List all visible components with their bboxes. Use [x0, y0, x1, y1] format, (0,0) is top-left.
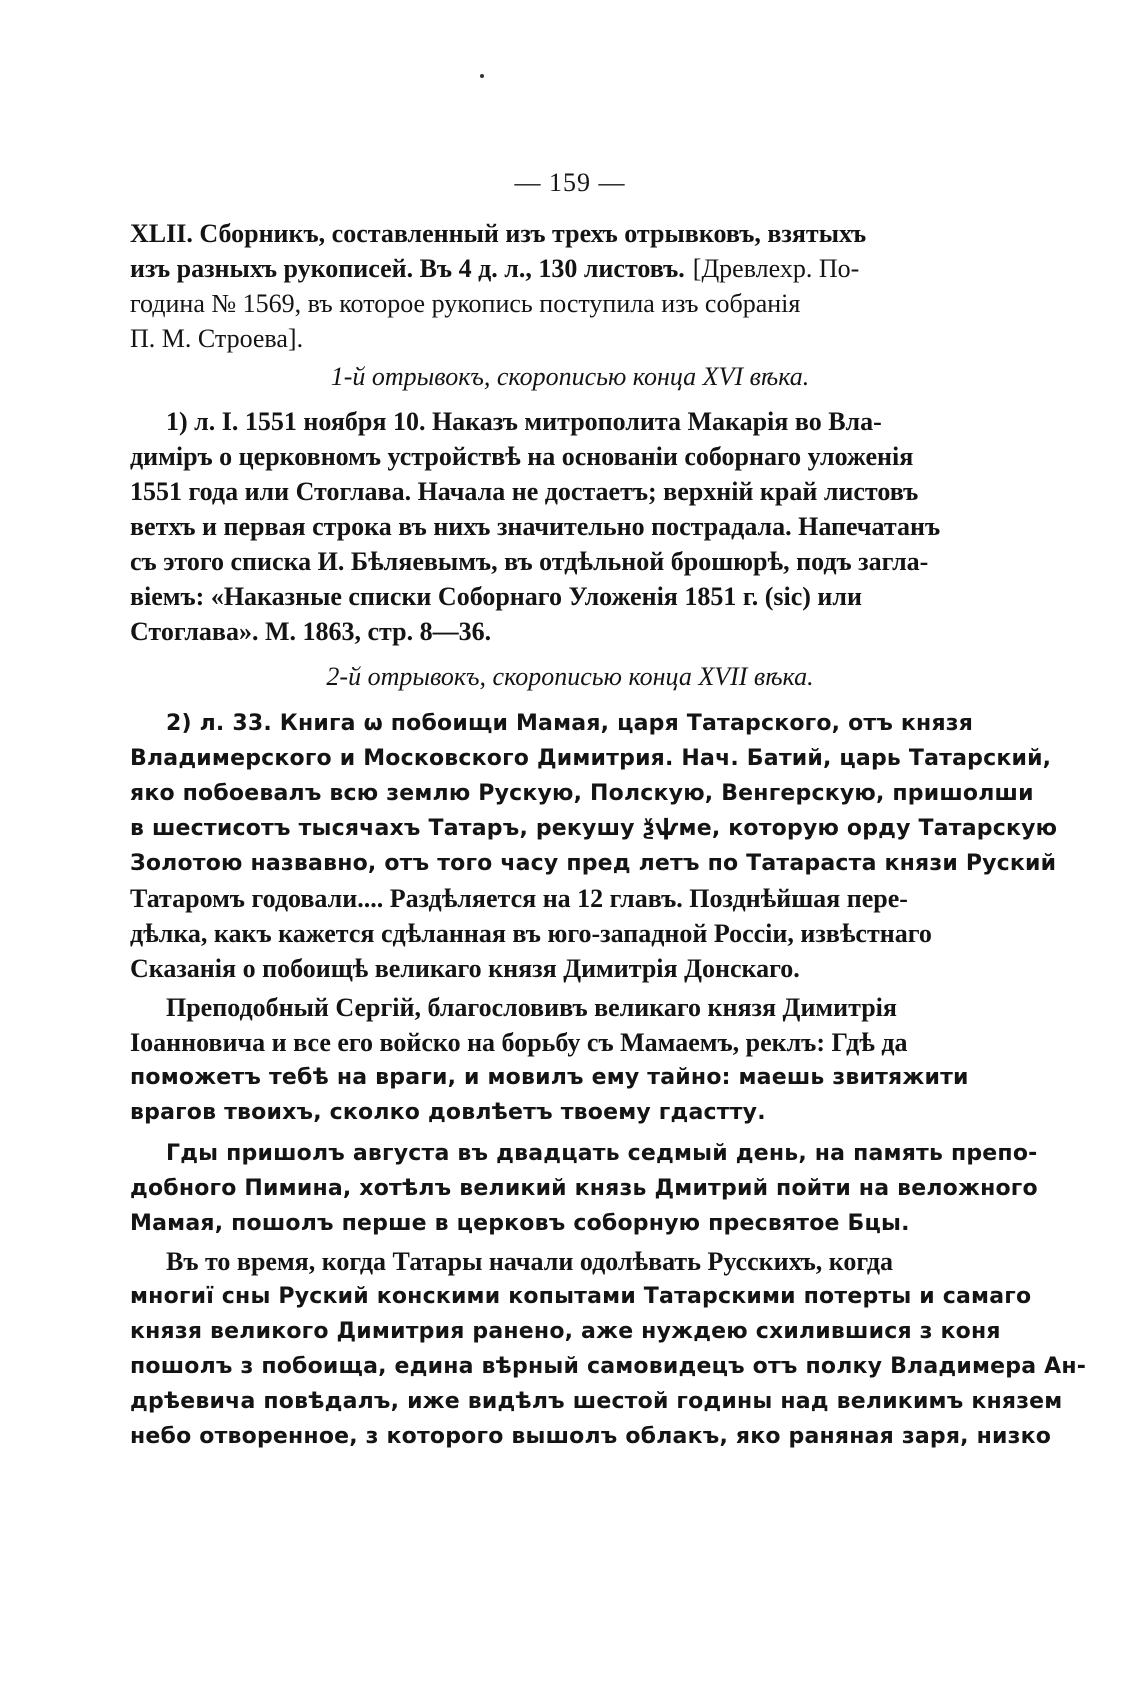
paragraph-line: Преподобный Сергій, благословивъ великаго князя Димитрія [166, 993, 897, 1022]
paragraph-sergius [130, 990, 969, 1130]
paragraph-line: многиї сны Руский конскими копытами Татарскими потерты и самаго [130, 1284, 1032, 1309]
item-line: в шестисотъ тысячахъ Татаръ, рекушу ѯѱме, которую орду Татарскую [130, 816, 1058, 841]
item-line: Владимерского и Московского Димитрия. Нач. Батий, царь Татарский, [130, 746, 1052, 771]
entry-xlii [130, 216, 930, 356]
item-line: Стоглава». М. 1863, стр. 8—36. [130, 617, 492, 646]
item-line: дѣлка, какъ кажется сдѣланная въ юго-западной Россіи, извѣстнаго [130, 919, 932, 948]
entry-line: година № 1569, въ которое рукопись поступила изъ собранія [130, 289, 801, 318]
paragraph-line: Въ то время, когда Татары начали одолѣвать Русскихъ, когда [166, 1247, 894, 1276]
paragraph-line: князя великого Димитрия ранено, аже нуждею схилившися з коня [130, 1319, 1001, 1344]
paragraph-line: небо отворенное, з которого вышолъ облакъ, яко раняная заря, низко [130, 1424, 1052, 1449]
paragraph-line: Мамая, пошолъ перше в церковъ соборную пресвятое Бцы. [130, 1211, 910, 1236]
section-heading-text: 1-й отрывокъ, скорописью конца XVI вѣка. [330, 362, 810, 391]
page-number: — 159 — [514, 168, 626, 197]
section-heading-1 [0, 362, 1140, 392]
entry-line: XLII. Сборникъ, составленный изъ трехъ отрывковъ, взятыхъ [130, 219, 867, 248]
paragraph-line: дрѣевича повѣдалъ, иже видѣлъ шестой годины над великимъ князем [130, 1389, 1063, 1414]
paragraph-line: поможетъ тебѣ на враги, и мовилъ ему тайно: маешь звитяжити [130, 1065, 969, 1090]
item-line: диміръ о церковномъ устройствѣ на основаніи соборнаго уложенія [130, 442, 914, 471]
item-line: 1551 года или Стоглава. Начала не достаетъ; верхній край листовъ [130, 477, 919, 506]
section-heading-2 [0, 662, 1140, 692]
item-line: ветхъ и первая строка въ нихъ значительно пострадала. Напечатанъ [130, 512, 941, 541]
item-line: віемъ: «Наказные списки Соборнаго Уложенія 1851 г. (sic) или [130, 582, 862, 611]
item-1 [130, 404, 941, 649]
paragraph-line: добного Пимина, хотѣлъ великий князь Дмитрий пойти на веложного [130, 1176, 1038, 1201]
entry-line-bold: изъ разныхъ рукописей. Въ 4 д. л., 130 листовъ. [130, 254, 685, 283]
item-2 [130, 706, 1058, 986]
paragraph-line: Гды пришолъ августа въ двадцать седмый день, на память препо- [166, 1141, 1038, 1166]
item-line: 1) л. I. 1551 ноября 10. Наказъ митрополита Макарія во Вла- [166, 407, 882, 436]
entry-line-tail: [Древлехр. По- [692, 254, 860, 283]
item-line: Сказанія о побоищѣ великаго князя Димитрія Донскаго. [130, 954, 800, 983]
scan-speck [480, 74, 484, 78]
section-heading-text: 2-й отрывокъ, скорописью конца XVII вѣка. [326, 662, 814, 691]
paragraph-line: врагов твоихъ, сколко довлѣетъ твоему гдастту. [130, 1100, 766, 1125]
paragraph-august [130, 1136, 1038, 1241]
paragraph-line: Іоанновича и все его войско на борьбу съ Мамаемъ, реклъ: Гдѣ да [130, 1028, 908, 1057]
entry-line [130, 251, 930, 286]
item-line: съ этого списка И. Бѣляевымъ, въ отдѣльной брошюрѣ, подъ загла- [130, 547, 929, 576]
item-line: Татаромъ годовали.... Раздѣляется на 12 главъ. Позднѣйшая пере- [130, 884, 908, 913]
item-line: яко побоевалъ всю землю Рускую, Полскую, Венгерскую, пришолши [130, 781, 1034, 806]
paragraph-tatars [130, 1244, 1087, 1454]
entry-line: П. М. Строева]. [130, 324, 304, 353]
item-line: 2) л. 33. Книга ѡ побоищи Мамая, царя Татарского, отъ князя [166, 711, 974, 736]
item-line: Золотою назвавно, отъ того часу пред летъ по Татараста князи Руский [130, 851, 1057, 876]
paragraph-line: пошолъ з побоища, едина вѣрный самовидецъ отъ полку Владимера Ан- [130, 1354, 1087, 1379]
